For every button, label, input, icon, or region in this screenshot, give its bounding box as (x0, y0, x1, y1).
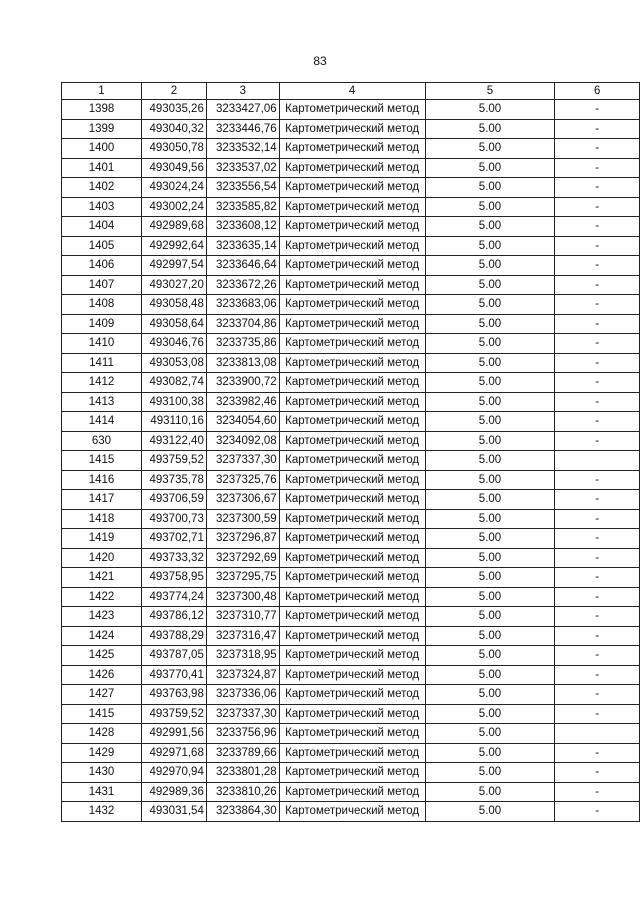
note-cell: - (555, 529, 640, 549)
point-number-cell: 1424 (62, 626, 142, 646)
point-number-cell: 1403 (62, 197, 142, 217)
y-coordinate-cell: 3233982,46 (206, 392, 279, 412)
accuracy-cell: 5.00 (425, 353, 555, 373)
table-row (62, 178, 640, 198)
y-coordinate-cell: 3237310,77 (206, 607, 279, 627)
y-coordinate-cell: 3234092,08 (206, 431, 279, 451)
method-cell: Картометрический метод (279, 685, 425, 705)
point-number-cell: 1431 (62, 782, 142, 802)
note-cell: - (555, 295, 640, 315)
table-row (62, 529, 640, 549)
table-row (62, 743, 640, 763)
table-row (62, 704, 640, 724)
accuracy-cell: 5.00 (425, 548, 555, 568)
note-cell: - (555, 119, 640, 139)
x-coordinate-cell: 493082,74 (141, 373, 206, 393)
y-coordinate-cell: 3233635,14 (206, 236, 279, 256)
accuracy-cell: 5.00 (425, 431, 555, 451)
method-cell: Картометрический метод (279, 451, 425, 471)
y-coordinate-cell: 3237324,87 (206, 665, 279, 685)
method-cell: Картометрический метод (279, 704, 425, 724)
method-cell: Картометрический метод (279, 724, 425, 744)
method-cell: Картометрический метод (279, 587, 425, 607)
method-cell: Картометрический метод (279, 119, 425, 139)
method-cell: Картометрический метод (279, 782, 425, 802)
note-cell: - (555, 587, 640, 607)
table-row (62, 665, 640, 685)
method-cell: Картометрический метод (279, 178, 425, 198)
table-row (62, 119, 640, 139)
accuracy-cell: 5.00 (425, 782, 555, 802)
x-coordinate-cell: 493027,20 (141, 275, 206, 295)
method-cell: Картометрический метод (279, 314, 425, 334)
y-coordinate-cell: 3233810,26 (206, 782, 279, 802)
x-coordinate-cell: 492997,54 (141, 256, 206, 276)
x-coordinate-cell: 493040,32 (141, 119, 206, 139)
table-row (62, 470, 640, 490)
accuracy-cell: 5.00 (425, 139, 555, 159)
y-coordinate-cell: 3233789,66 (206, 743, 279, 763)
y-coordinate-cell: 3237296,87 (206, 529, 279, 549)
point-number-cell: 1402 (62, 178, 142, 198)
point-number-cell: 1409 (62, 314, 142, 334)
y-coordinate-cell: 3237337,30 (206, 704, 279, 724)
y-coordinate-cell: 3233672,26 (206, 275, 279, 295)
table-row (62, 451, 640, 471)
method-cell: Картометрический метод (279, 139, 425, 159)
accuracy-cell: 5.00 (425, 119, 555, 139)
point-number-cell: 1423 (62, 607, 142, 627)
table-row (62, 685, 640, 705)
table-row (62, 412, 640, 432)
table-row (62, 724, 640, 744)
note-cell: - (555, 100, 640, 120)
method-cell: Картометрический метод (279, 548, 425, 568)
accuracy-cell: 5.00 (425, 236, 555, 256)
x-coordinate-cell: 492991,56 (141, 724, 206, 744)
note-cell: - (555, 548, 640, 568)
table-row (62, 431, 640, 451)
y-coordinate-cell: 3233801,28 (206, 763, 279, 783)
accuracy-cell: 5.00 (425, 529, 555, 549)
y-coordinate-cell: 3233813,08 (206, 353, 279, 373)
accuracy-cell: 5.00 (425, 412, 555, 432)
point-number-cell: 1430 (62, 763, 142, 783)
x-coordinate-cell: 492992,64 (141, 236, 206, 256)
accuracy-cell: 5.00 (425, 626, 555, 646)
table-row (62, 490, 640, 510)
point-number-cell: 1416 (62, 470, 142, 490)
method-cell: Картометрический метод (279, 412, 425, 432)
x-coordinate-cell: 493035,26 (141, 100, 206, 120)
y-coordinate-cell: 3237300,48 (206, 587, 279, 607)
accuracy-cell: 5.00 (425, 275, 555, 295)
coordinates-table (61, 82, 640, 822)
point-number-cell: 1421 (62, 568, 142, 588)
x-coordinate-cell: 493770,41 (141, 665, 206, 685)
x-coordinate-cell: 493046,76 (141, 334, 206, 354)
point-number-cell: 1410 (62, 334, 142, 354)
column-header-5: 5 (425, 83, 555, 100)
note-cell: - (555, 217, 640, 237)
x-coordinate-cell: 493050,78 (141, 139, 206, 159)
table-header-row (62, 83, 640, 100)
table-row (62, 509, 640, 529)
method-cell: Картометрический метод (279, 334, 425, 354)
x-coordinate-cell: 493759,52 (141, 704, 206, 724)
accuracy-cell: 5.00 (425, 743, 555, 763)
note-cell: - (555, 704, 640, 724)
note-cell: - (555, 412, 640, 432)
method-cell: Картометрический метод (279, 763, 425, 783)
accuracy-cell: 5.00 (425, 646, 555, 666)
y-coordinate-cell: 3233446,76 (206, 119, 279, 139)
table-body (62, 100, 640, 822)
point-number-cell: 1422 (62, 587, 142, 607)
note-cell: - (555, 646, 640, 666)
note-cell: - (555, 782, 640, 802)
table-row (62, 100, 640, 120)
accuracy-cell: 5.00 (425, 158, 555, 178)
table-row (62, 314, 640, 334)
note-cell: - (555, 392, 640, 412)
accuracy-cell: 5.00 (425, 704, 555, 724)
table-row (62, 236, 640, 256)
table-row (62, 802, 640, 822)
x-coordinate-cell: 493788,29 (141, 626, 206, 646)
note-cell: - (555, 353, 640, 373)
note-cell: - (555, 275, 640, 295)
method-cell: Картометрический метод (279, 509, 425, 529)
point-number-cell: 1432 (62, 802, 142, 822)
table-row (62, 626, 640, 646)
point-number-cell: 1406 (62, 256, 142, 276)
y-coordinate-cell: 3233537,02 (206, 158, 279, 178)
method-cell: Картометрический метод (279, 431, 425, 451)
note-cell: - (555, 314, 640, 334)
x-coordinate-cell: 492971,68 (141, 743, 206, 763)
note-cell: - (555, 236, 640, 256)
point-number-cell: 630 (62, 431, 142, 451)
note-cell: - (555, 139, 640, 159)
y-coordinate-cell: 3233683,06 (206, 295, 279, 315)
method-cell: Картометрический метод (279, 490, 425, 510)
page-number: 83 (313, 54, 327, 68)
method-cell: Картометрический метод (279, 743, 425, 763)
note-cell (555, 724, 640, 744)
accuracy-cell: 5.00 (425, 451, 555, 471)
column-header-6: 6 (555, 83, 640, 100)
point-number-cell: 1405 (62, 236, 142, 256)
x-coordinate-cell: 493733,32 (141, 548, 206, 568)
x-coordinate-cell: 493706,59 (141, 490, 206, 510)
table-row (62, 646, 640, 666)
method-cell: Картометрический метод (279, 568, 425, 588)
y-coordinate-cell: 3233646,64 (206, 256, 279, 276)
y-coordinate-cell: 3233864,30 (206, 802, 279, 822)
accuracy-cell: 5.00 (425, 665, 555, 685)
accuracy-cell: 5.00 (425, 314, 555, 334)
x-coordinate-cell: 493759,52 (141, 451, 206, 471)
accuracy-cell: 5.00 (425, 490, 555, 510)
note-cell: - (555, 373, 640, 393)
method-cell: Картометрический метод (279, 529, 425, 549)
table-row (62, 568, 640, 588)
accuracy-cell: 5.00 (425, 178, 555, 198)
point-number-cell: 1412 (62, 373, 142, 393)
accuracy-cell: 5.00 (425, 256, 555, 276)
y-coordinate-cell: 3233704,86 (206, 314, 279, 334)
x-coordinate-cell: 493763,98 (141, 685, 206, 705)
note-cell (555, 451, 640, 471)
note-cell: - (555, 490, 640, 510)
x-coordinate-cell: 493110,16 (141, 412, 206, 432)
x-coordinate-cell: 493122,40 (141, 431, 206, 451)
table-row (62, 548, 640, 568)
method-cell: Картометрический метод (279, 256, 425, 276)
note-cell: - (555, 568, 640, 588)
table-row (62, 197, 640, 217)
table-row (62, 334, 640, 354)
x-coordinate-cell: 493786,12 (141, 607, 206, 627)
table-row (62, 763, 640, 783)
note-cell: - (555, 743, 640, 763)
x-coordinate-cell: 493053,08 (141, 353, 206, 373)
x-coordinate-cell: 492970,94 (141, 763, 206, 783)
y-coordinate-cell: 3237336,06 (206, 685, 279, 705)
note-cell: - (555, 763, 640, 783)
point-number-cell: 1413 (62, 392, 142, 412)
y-coordinate-cell: 3237292,69 (206, 548, 279, 568)
x-coordinate-cell: 492989,68 (141, 217, 206, 237)
accuracy-cell: 5.00 (425, 373, 555, 393)
table-row (62, 782, 640, 802)
y-coordinate-cell: 3233532,14 (206, 139, 279, 159)
method-cell: Картометрический метод (279, 665, 425, 685)
point-number-cell: 1415 (62, 704, 142, 724)
y-coordinate-cell: 3233900,72 (206, 373, 279, 393)
note-cell: - (555, 197, 640, 217)
y-coordinate-cell: 3237337,30 (206, 451, 279, 471)
x-coordinate-cell: 493787,05 (141, 646, 206, 666)
method-cell: Картометрический метод (279, 353, 425, 373)
point-number-cell: 1398 (62, 100, 142, 120)
point-number-cell: 1404 (62, 217, 142, 237)
method-cell: Картометрический метод (279, 275, 425, 295)
point-number-cell: 1401 (62, 158, 142, 178)
table-row (62, 158, 640, 178)
accuracy-cell: 5.00 (425, 685, 555, 705)
table-row (62, 256, 640, 276)
accuracy-cell: 5.00 (425, 470, 555, 490)
x-coordinate-cell: 493058,64 (141, 314, 206, 334)
x-coordinate-cell: 493049,56 (141, 158, 206, 178)
column-header-2: 2 (141, 83, 206, 100)
method-cell: Картометрический метод (279, 217, 425, 237)
table-row (62, 139, 640, 159)
table-row (62, 295, 640, 315)
note-cell: - (555, 158, 640, 178)
table-row (62, 217, 640, 237)
note-cell: - (555, 626, 640, 646)
table-row (62, 275, 640, 295)
accuracy-cell: 5.00 (425, 217, 555, 237)
method-cell: Картометрический метод (279, 373, 425, 393)
note-cell: - (555, 334, 640, 354)
y-coordinate-cell: 3234054,60 (206, 412, 279, 432)
point-number-cell: 1399 (62, 119, 142, 139)
method-cell: Картометрический метод (279, 626, 425, 646)
note-cell: - (555, 685, 640, 705)
method-cell: Картометрический метод (279, 295, 425, 315)
x-coordinate-cell: 493758,95 (141, 568, 206, 588)
point-number-cell: 1414 (62, 412, 142, 432)
point-number-cell: 1411 (62, 353, 142, 373)
method-cell: Картометрический метод (279, 646, 425, 666)
note-cell: - (555, 665, 640, 685)
point-number-cell: 1400 (62, 139, 142, 159)
point-number-cell: 1428 (62, 724, 142, 744)
accuracy-cell: 5.00 (425, 392, 555, 412)
x-coordinate-cell: 493002,24 (141, 197, 206, 217)
y-coordinate-cell: 3237295,75 (206, 568, 279, 588)
point-number-cell: 1418 (62, 509, 142, 529)
y-coordinate-cell: 3233735,86 (206, 334, 279, 354)
column-header-4: 4 (279, 83, 425, 100)
point-number-cell: 1407 (62, 275, 142, 295)
table-row (62, 392, 640, 412)
method-cell: Картометрический метод (279, 607, 425, 627)
accuracy-cell: 5.00 (425, 802, 555, 822)
accuracy-cell: 5.00 (425, 607, 555, 627)
table-row (62, 373, 640, 393)
note-cell: - (555, 256, 640, 276)
point-number-cell: 1415 (62, 451, 142, 471)
x-coordinate-cell: 493774,24 (141, 587, 206, 607)
y-coordinate-cell: 3237316,47 (206, 626, 279, 646)
x-coordinate-cell: 493100,38 (141, 392, 206, 412)
accuracy-cell: 5.00 (425, 334, 555, 354)
x-coordinate-cell: 493031,54 (141, 802, 206, 822)
y-coordinate-cell: 3237325,76 (206, 470, 279, 490)
table-row (62, 607, 640, 627)
accuracy-cell: 5.00 (425, 568, 555, 588)
column-header-3: 3 (206, 83, 279, 100)
y-coordinate-cell: 3237300,59 (206, 509, 279, 529)
point-number-cell: 1425 (62, 646, 142, 666)
point-number-cell: 1429 (62, 743, 142, 763)
accuracy-cell: 5.00 (425, 295, 555, 315)
x-coordinate-cell: 493058,48 (141, 295, 206, 315)
accuracy-cell: 5.00 (425, 763, 555, 783)
note-cell: - (555, 470, 640, 490)
point-number-cell: 1420 (62, 548, 142, 568)
method-cell: Картометрический метод (279, 158, 425, 178)
accuracy-cell: 5.00 (425, 100, 555, 120)
method-cell: Картометрический метод (279, 100, 425, 120)
note-cell: - (555, 431, 640, 451)
accuracy-cell: 5.00 (425, 509, 555, 529)
y-coordinate-cell: 3233585,82 (206, 197, 279, 217)
point-number-cell: 1408 (62, 295, 142, 315)
x-coordinate-cell: 493702,71 (141, 529, 206, 549)
accuracy-cell: 5.00 (425, 197, 555, 217)
accuracy-cell: 5.00 (425, 587, 555, 607)
accuracy-cell: 5.00 (425, 724, 555, 744)
y-coordinate-cell: 3233427,06 (206, 100, 279, 120)
x-coordinate-cell: 493700,73 (141, 509, 206, 529)
method-cell: Картометрический метод (279, 197, 425, 217)
table-row (62, 353, 640, 373)
y-coordinate-cell: 3237318,95 (206, 646, 279, 666)
method-cell: Картометрический метод (279, 236, 425, 256)
y-coordinate-cell: 3233608,12 (206, 217, 279, 237)
method-cell: Картометрический метод (279, 802, 425, 822)
note-cell: - (555, 607, 640, 627)
table-row (62, 587, 640, 607)
point-number-cell: 1427 (62, 685, 142, 705)
point-number-cell: 1426 (62, 665, 142, 685)
point-number-cell: 1417 (62, 490, 142, 510)
x-coordinate-cell: 493024,24 (141, 178, 206, 198)
note-cell: - (555, 802, 640, 822)
note-cell: - (555, 178, 640, 198)
y-coordinate-cell: 3233756,96 (206, 724, 279, 744)
note-cell: - (555, 509, 640, 529)
method-cell: Картометрический метод (279, 470, 425, 490)
y-coordinate-cell: 3237306,67 (206, 490, 279, 510)
x-coordinate-cell: 493735,78 (141, 470, 206, 490)
y-coordinate-cell: 3233556,54 (206, 178, 279, 198)
point-number-cell: 1419 (62, 529, 142, 549)
column-header-1: 1 (62, 83, 142, 100)
method-cell: Картометрический метод (279, 392, 425, 412)
x-coordinate-cell: 492989,36 (141, 782, 206, 802)
